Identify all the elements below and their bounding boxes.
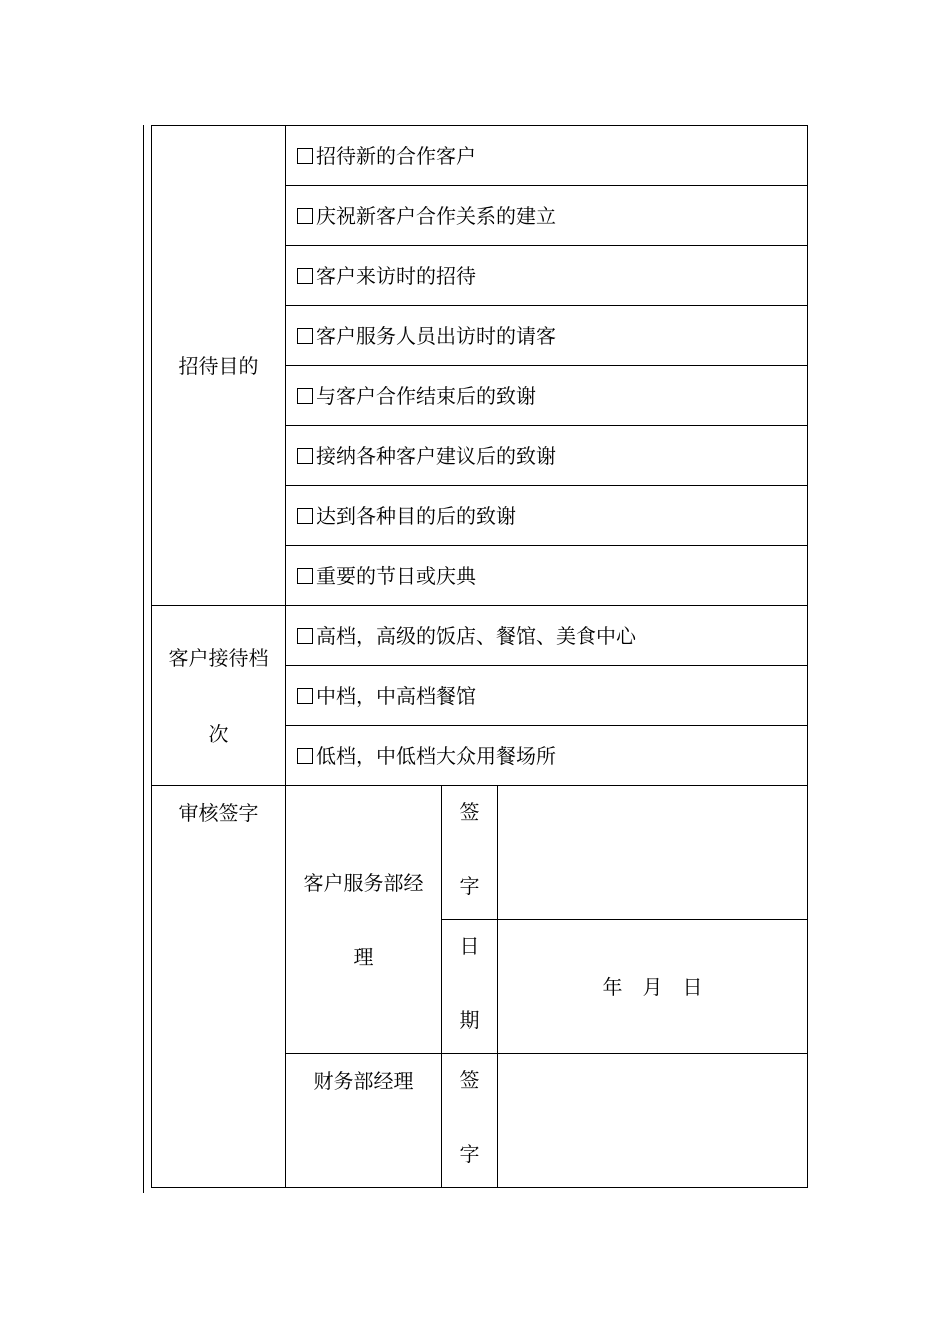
checkbox-icon[interactable] <box>297 148 313 164</box>
checkbox-icon[interactable] <box>297 328 313 344</box>
date-label <box>442 920 498 1054</box>
sign-char1: 签 <box>459 800 480 824</box>
checkbox-icon[interactable] <box>297 268 313 284</box>
sign2-char2: 字 <box>459 1142 480 1166</box>
checkbox-icon[interactable] <box>297 748 313 764</box>
purpose-option[interactable]: 重要的节日或庆典 <box>286 546 808 606</box>
checkbox-icon[interactable] <box>297 568 313 584</box>
sign-label <box>442 786 498 920</box>
checkbox-icon[interactable] <box>297 628 313 644</box>
level-option[interactable]: 中档，中高档餐馆 <box>286 666 808 726</box>
purpose-option[interactable]: 接纳各种客户建议后的致谢 <box>286 426 808 486</box>
left-margin-rule <box>143 125 144 1193</box>
purpose-option[interactable]: 客户服务人员出访时的请客 <box>286 306 808 366</box>
purpose-row <box>152 126 808 186</box>
level-label <box>152 606 286 786</box>
cs-manager-line1: 客户服务部经 <box>303 870 424 895</box>
checkbox-icon[interactable] <box>297 388 313 404</box>
purpose-option[interactable]: 庆祝新客户合作关系的建立 <box>286 186 808 246</box>
purpose-option[interactable]: 招待新的合作客户 <box>286 126 808 186</box>
level-option[interactable]: 低档，中低档大众用餐场所 <box>286 726 808 786</box>
finance-manager-label: 财务部经理 <box>286 1054 442 1188</box>
checkbox-icon[interactable] <box>297 508 313 524</box>
level-label-line2: 次 <box>208 721 229 746</box>
hospitality-form-table <box>151 125 808 1188</box>
checkbox-icon[interactable] <box>297 688 313 704</box>
level-option[interactable]: 高档，高级的饭店、餐馆、美食中心 <box>286 606 808 666</box>
date-char2: 期 <box>459 1008 480 1032</box>
checkbox-icon[interactable] <box>297 208 313 224</box>
approval-label: 审核签字 <box>152 786 286 1188</box>
date-field[interactable] <box>498 920 808 1054</box>
date-char1: 日 <box>459 934 480 958</box>
purpose-option[interactable]: 与客户合作结束后的致谢 <box>286 366 808 426</box>
cs-manager-signature-field[interactable] <box>498 786 808 920</box>
finance-signature-field[interactable] <box>498 1054 808 1188</box>
sign2-label <box>442 1054 498 1188</box>
level-row <box>152 606 808 666</box>
date-value: 年 月 日 <box>602 974 703 999</box>
sign-char2: 字 <box>459 874 480 898</box>
sign2-char1: 签 <box>459 1068 480 1092</box>
approval-row <box>152 786 808 920</box>
cs-manager-line2: 理 <box>353 944 374 969</box>
cs-manager-label <box>286 786 442 1054</box>
purpose-option[interactable]: 达到各种目的后的致谢 <box>286 486 808 546</box>
level-label-line1: 客户接待档 <box>168 645 269 670</box>
purpose-label: 招待目的 <box>152 126 286 606</box>
purpose-option[interactable]: 客户来访时的招待 <box>286 246 808 306</box>
checkbox-icon[interactable] <box>297 448 313 464</box>
